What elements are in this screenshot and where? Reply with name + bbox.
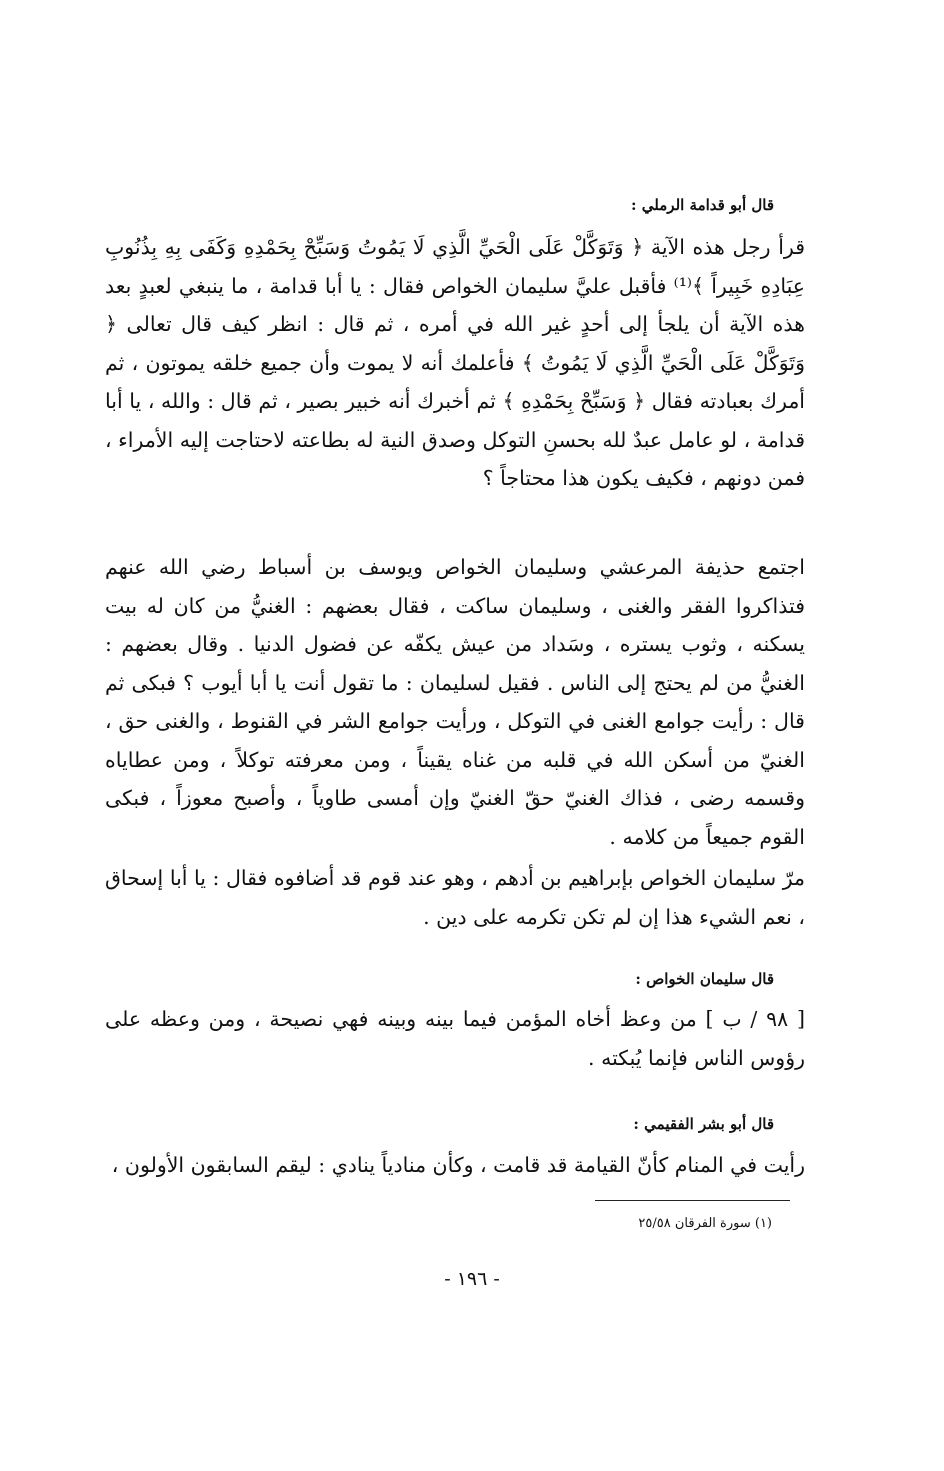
page-number: - ١٩٦ - <box>444 1268 500 1290</box>
section-heading: قال أبو قدامة الرملي : <box>631 196 774 214</box>
section-heading: قال أبو بشر الفقيمي : <box>633 1115 774 1133</box>
paragraph: [ ٩٨ / ب ] من وعظ أخاه المؤمن فيما بينه وبينه فهي نصيحة ، ومن وعظه على رؤوس الناس فإنما يُبكته . <box>105 1007 805 1070</box>
footnote-divider <box>595 1200 790 1201</box>
paragraph: اجتمع حذيفة المرعشي وسليمان الخواص ويوسف بن أسباط رضي الله عنهم فتذاكروا الفقر والغنى ، وسليمان ساكت ، فقال بعضهم : الغنيُّ من كان له بيت يسكنه ، وثوب يستره ، وسَداد من عيش يكفّه عن فضول الدنيا . وقال بعضهم : الغنيُّ من لم يحتج إلى الناس . فقيل لسليمان : ما تقول أنت يا أبا أيوب ؟ فبكى ثم قال : رأيت جوامع الغنى في التوكل ، ورأيت جوامع الشر في القنوط ، والغنى حق ، الغنيّ من أسكن الله في قلبه من غناه يقيناً ، ومن معرفته توكلاً ، ومن عطاياه وقسمه رضى ، فذاك الغنيّ حقّ الغنيّ وإن أمسى طاوياً ، وأصبح معوزاً ، فبكى القوم جميعاً من كلامه . <box>105 555 805 849</box>
paragraph: قرأ رجل هذه الآية ﴿ وَتَوَكَّلْ عَلَى الْحَيِّ الَّذِي لَا يَمُوتُ وَسَبِّحْ بِحَمْدِهِ وَكَفَى بِهِ بِذُنُوبِ عِبَادِهِ خَبِيراً ﴾⁽¹⁾ فأقبل عليَّ سليمان الخواص فقال : يا أبا قدامة ، ما ينبغي لعبدٍ بعد هذه الآية أن يلجأ إلى أحدٍ غير الله في أمره ، ثم قال : انظر كيف قال تعالى ﴿ وَتَوَكَّلْ عَلَى الْحَيِّ الَّذِي لَا يَمُوتُ ﴾ فأعلمك أنه لا يموت وأن جميع خلقه يموتون ، ثم أمرك بعبادته فقال ﴿ وَسَبِّحْ بِحَمْدِهِ ﴾ ثم أخبرك أنه خبير بصير ، ثم قال : والله ، يا أبا قدامة ، لو عامل عبدٌ لله بحسنِ التوكل وصدق النية له بطاعته لاحتاجت إليه الأمراء ، فمن دونهم ، فكيف يكون هذا محتاجاً ؟ <box>105 235 805 490</box>
footnote: (١) سورة الفرقان ٢٥/٥٨ <box>638 1216 772 1231</box>
section-heading: قال سليمان الخواص : <box>635 970 774 988</box>
paragraph: مرّ سليمان الخواص بإبراهيم بن أدهم ، وهو عند قوم قد أضافوه فقال : يا أبا إسحاق ، نعم الشيء هذا إن لم تكن تكرمه على دين . <box>105 866 805 929</box>
paragraph: رأيت في المنام كأنّ القيامة قد قامت ، وكأن منادياً ينادي : ليقم السابقون الأولون ، <box>111 1153 805 1177</box>
